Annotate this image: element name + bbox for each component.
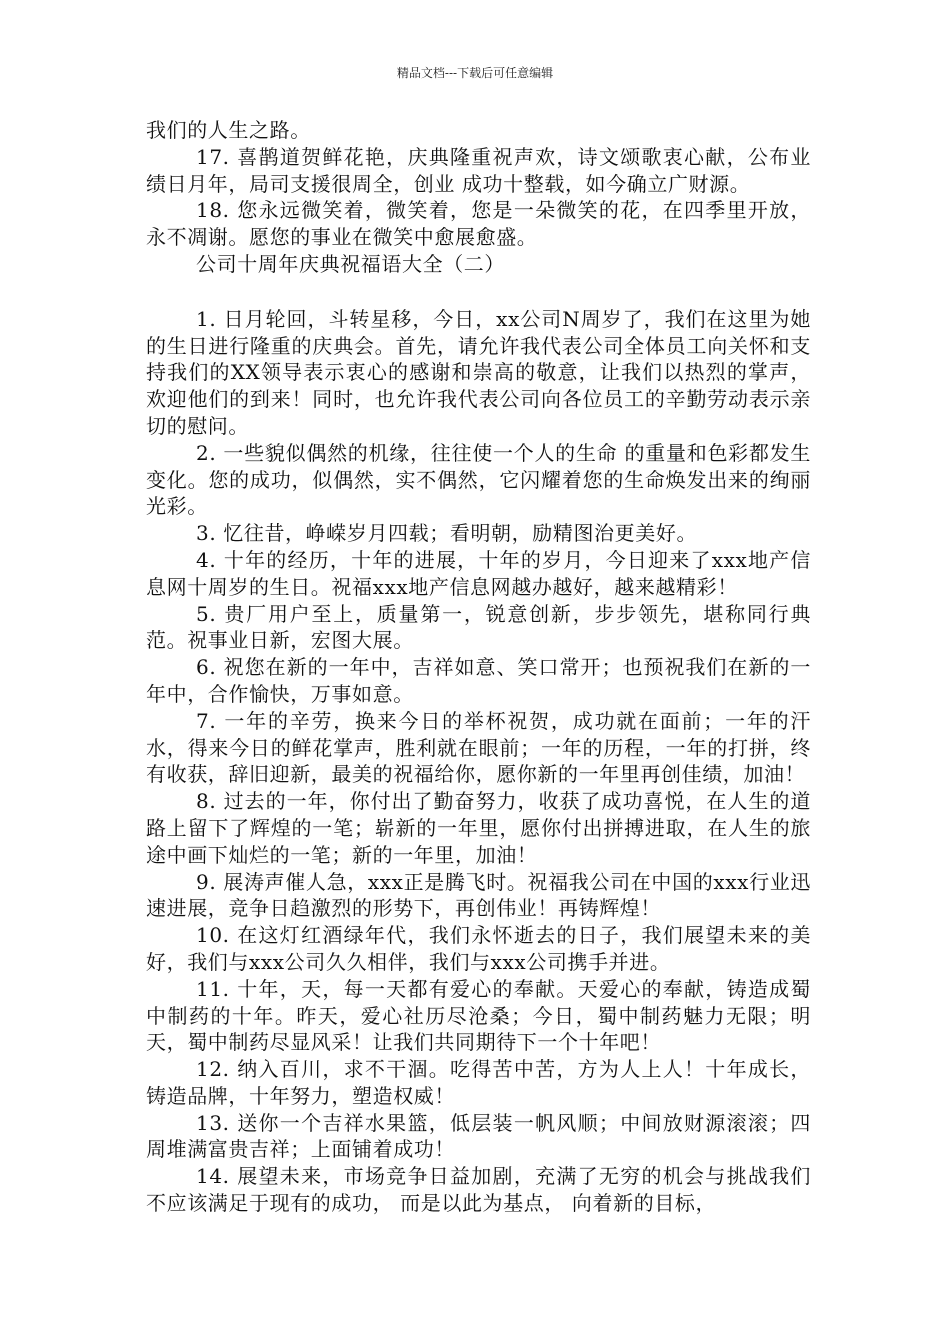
paragraph-9: 9. 展涛声催人急，xxx正是腾飞时。祝福我公司在中国的xxx行业迅速进展，竞争日趋激烈的形势下，再创伟业！再铸辉煌！ bbox=[146, 869, 811, 921]
paragraph-5: 5. 贵厂用户至上，质量第一，锐意创新，步步领先，堪称同行典范。祝事业日新，宏图大展。 bbox=[146, 601, 811, 653]
paragraph-1: 1. 日月轮回，斗转星移，今日，xx公司N周岁了，我们在这里为她的生日进行隆重的庆典会。首先，请允许我代表公司全体员工向关怀和支持我们的XX领导表示衷心的感谢和崇高的敬意，让我们以热烈的掌声，欢迎他们的到来！同时，也允许我代表公司向各位员工的辛勤劳动表示亲切的慰问。 bbox=[146, 306, 811, 438]
document-body bbox=[146, 117, 811, 1217]
paragraph-18: 18. 您永远微笑着，微笑着，您是一朵微笑的花，在四季里开放，永不凋谢。愿您的事业在微笑中愈展愈盛。 bbox=[146, 198, 811, 250]
paragraph-continuation: 我们的人生之路。 bbox=[146, 118, 311, 142]
paragraph-2: 2. 一些貌似偶然的机缘，往往使一个人的生命 的重量和色彩都发生变化。您的成功，似偶然，实不偶然，它闪耀着您的生命焕发出来的绚丽光彩。 bbox=[146, 440, 811, 519]
paragraph-11: 11. 十年，天，每一天都有爱心的奉献。天爱心的奉献，铸造成蜀中制药的十年。昨天，爱心社历尽沧桑；今日，蜀中制药魅力无限；明天，蜀中制药尽显风采！让我们共同期待下一个十年吧！ bbox=[146, 976, 811, 1055]
paragraph-3: 3. 忆往昔，峥嵘岁月四载；看明朝，励精图治更美好。 bbox=[196, 521, 698, 546]
paragraph-17: 17. 喜鹊道贺鲜花艳，庆典隆重祝声欢，诗文颂歌衷心献，公布业绩日月年，局司支援很周全，创业 成功十整载，如今确立广财源。 bbox=[146, 144, 811, 196]
paragraph-4: 4. 十年的经历，十年的进展，十年的岁月，今日迎来了xxx地产信息网十周岁的生日。祝福xxx地产信息网越办越好，越来越精彩！ bbox=[146, 547, 811, 599]
page-header: 精品文档---下载后可任意编辑 bbox=[396, 66, 554, 80]
paragraph-8: 8. 过去的一年，你付出了勤奋努力，收获了成功喜悦，在人生的道路上留下了辉煌的一笔；崭新的一年里，愿你付出拼搏进取，在人生的旅途中画下灿烂的一笔；新的一年里，加油！ bbox=[146, 789, 811, 867]
paragraph-13: 13. 送你一个吉祥水果篮，低层装一帆风顺；中间放财源滚滚；四周堆满富贵吉祥；上面铺着成功！ bbox=[146, 1110, 811, 1162]
section-title: 公司十周年庆典祝福语大全（二） bbox=[196, 251, 505, 276]
paragraph-12: 12. 纳入百川，求不干涸。吃得苦中苦，方为人上人！十年成长，铸造品牌，十年努力，塑造权威！ bbox=[146, 1057, 811, 1108]
paragraph-6: 6. 祝您在新的一年中，吉祥如意、笑口常开；也预祝我们在新的一年中，合作愉快，万事如意。 bbox=[146, 655, 811, 706]
paragraph-10: 10. 在这灯红酒绿年代，我们永怀逝去的日子，我们展望未来的美好，我们与xxx公司久久相伴，我们与xxx公司携手并进。 bbox=[146, 923, 811, 974]
paragraph-14: 14. 展望未来，市场竞争日益加剧，充满了无穷的机会与挑战我们不应该满足于现有的成功， 而是以此为基点， 向着新的目标， bbox=[146, 1164, 811, 1216]
paragraph-7: 7. 一年的辛劳，换来今日的举杯祝贺，成功就在面前；一年的汗水，得来今日的鲜花掌声，胜利就在眼前；一年的历程，一年的打拼，终有收获，辞旧迎新，最美的祝福给你，愿你新的一年里再创佳绩，加油！ bbox=[146, 708, 811, 787]
